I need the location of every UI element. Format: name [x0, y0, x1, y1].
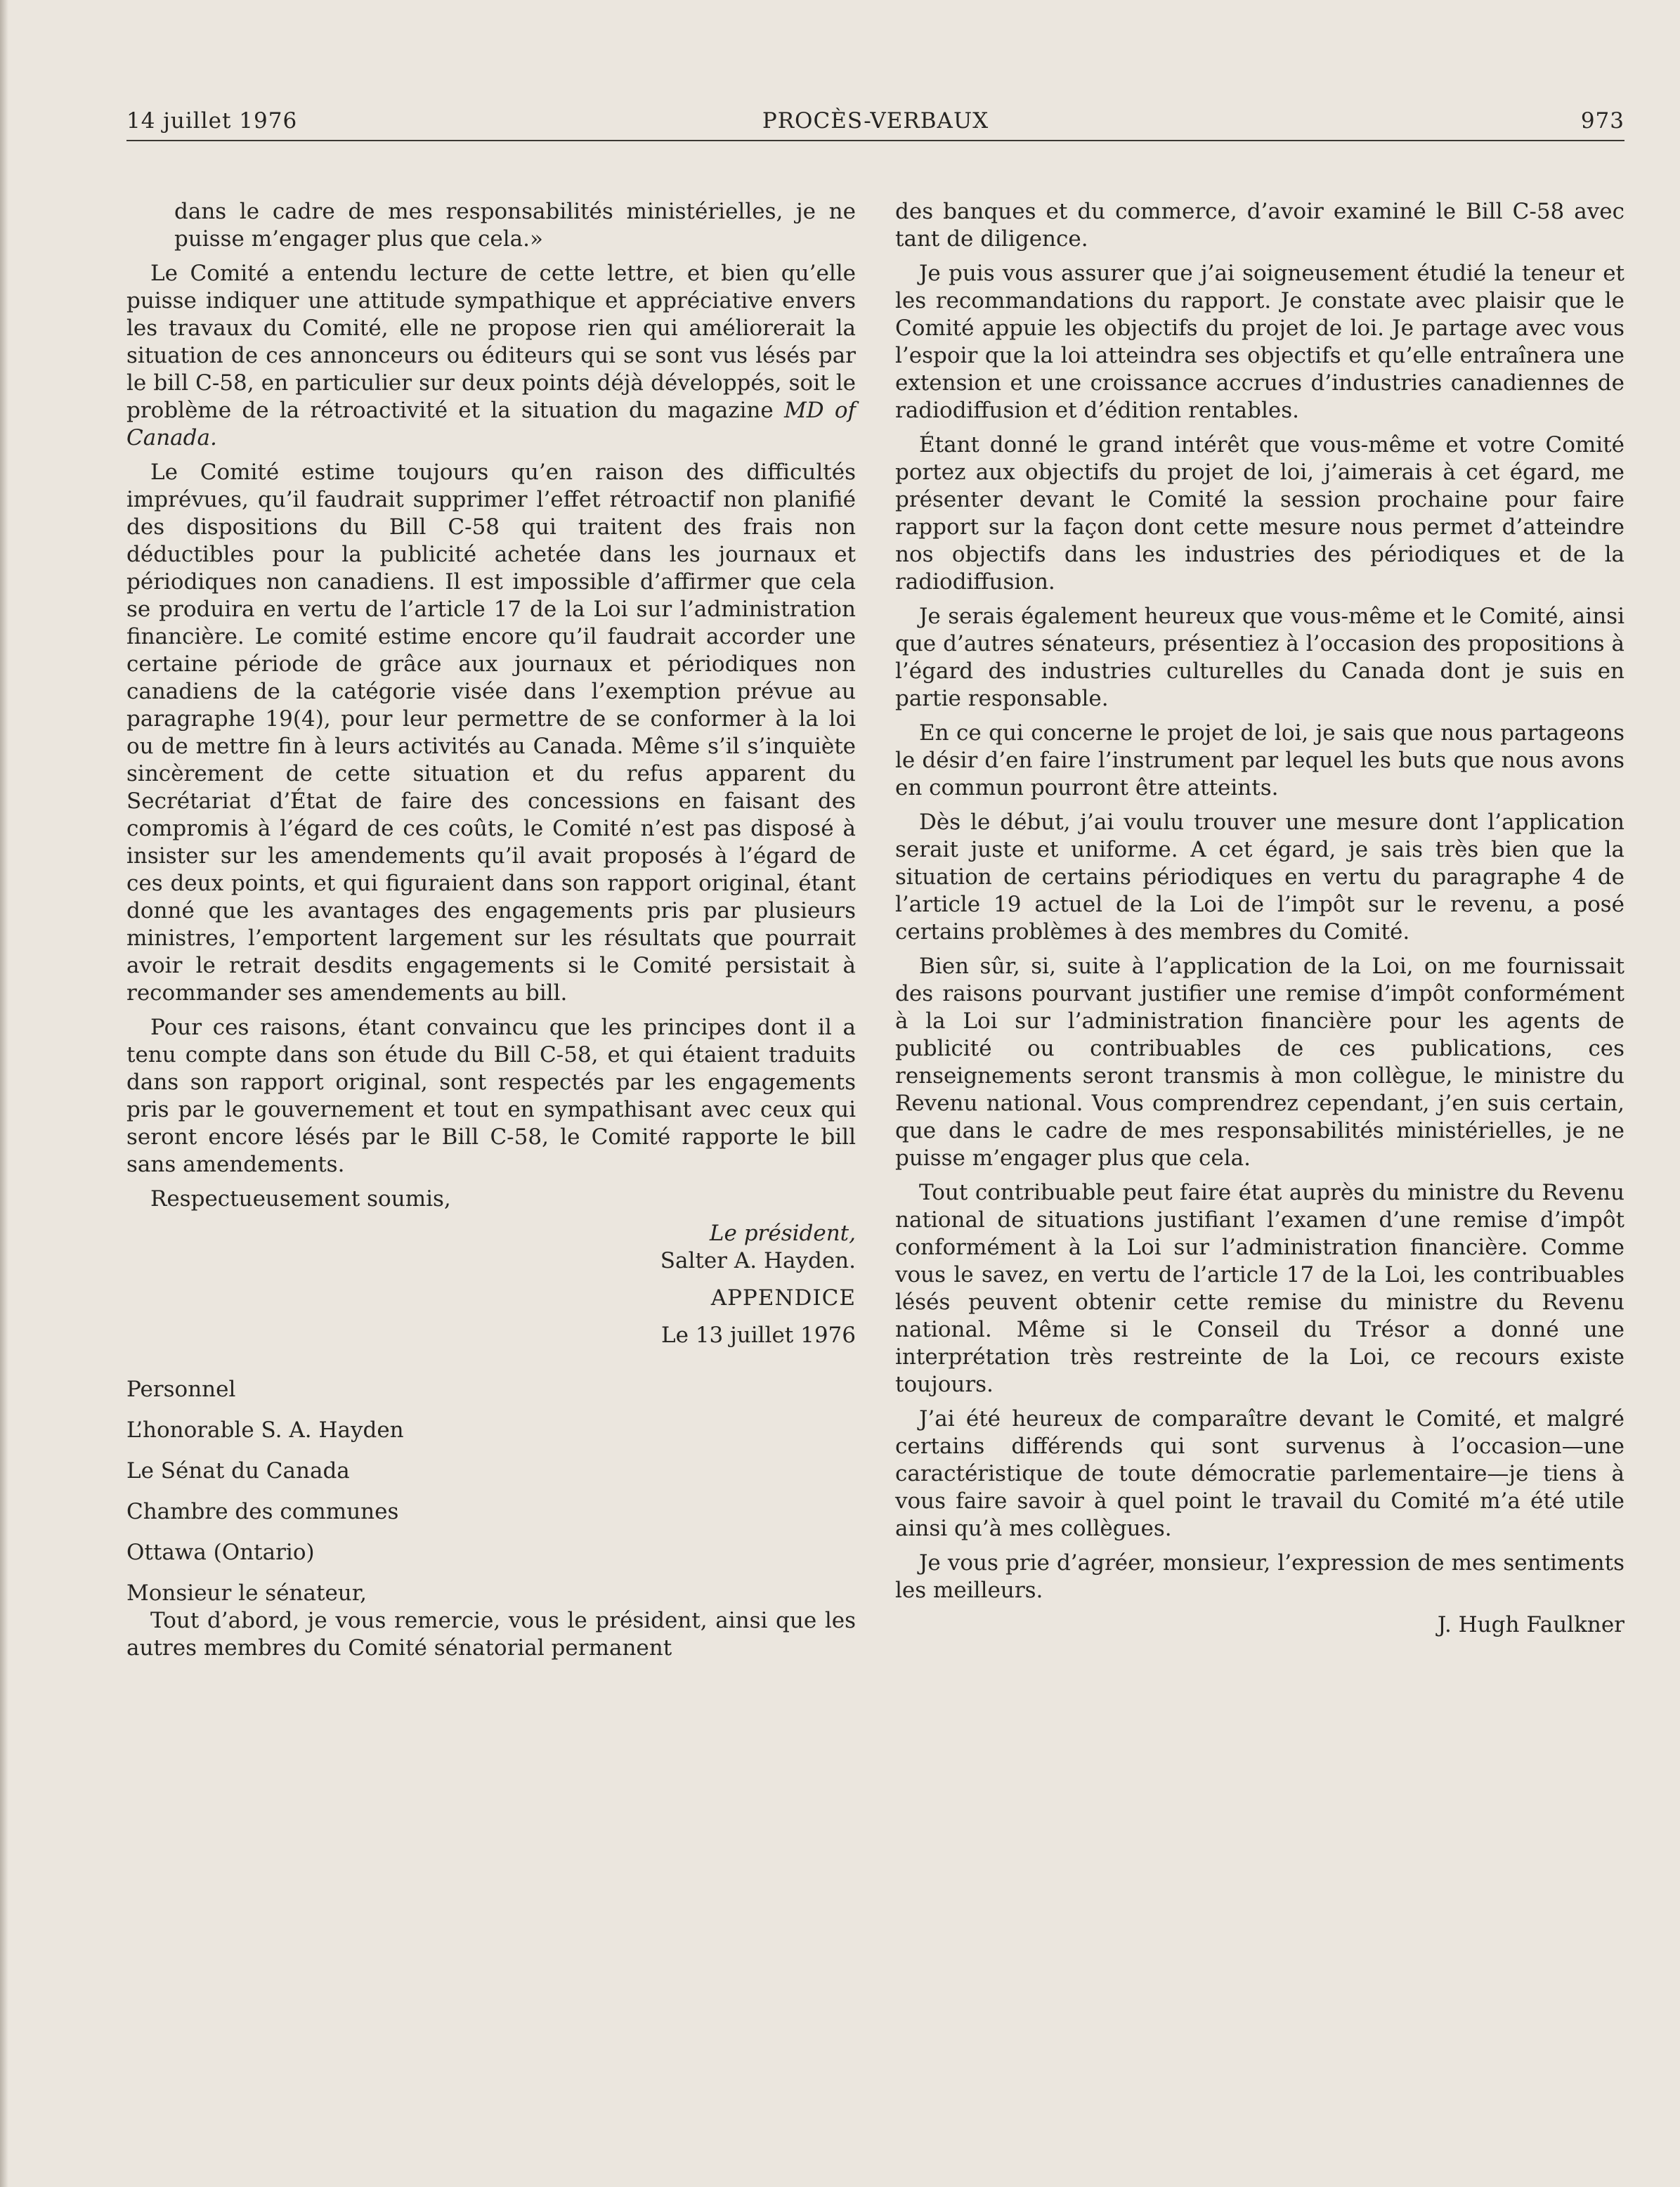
header-rule [126, 140, 1624, 141]
paragraph [126, 260, 856, 452]
address-line: L’honorable S. A. Hayden [126, 1417, 404, 1443]
appendix-date: Le 13 juillet 1976 [661, 1323, 856, 1348]
scan-edge-shadow [0, 0, 8, 2187]
left-column [126, 198, 856, 1669]
right-column [895, 198, 1624, 1646]
paragraph: Je vous prie d’agréer, monsieur, l’expression de mes sentiments les meilleurs. [895, 1550, 1624, 1603]
paragraph: Étant donné le grand intérêt que vous-même et votre Comité portez aux objectifs du projet de loi, j’aimerais à cet égard, me présenter devant le Comité la session prochaine pour faire rapport sur la façon dont cette mesure nous permet d’atteindre nos objectifs dans les industries des périodiques et de la radiodiffusion. [895, 432, 1624, 595]
paragraph: des banques et du commerce, d’avoir examiné le Bill C-58 avec tant de diligence. [895, 199, 1624, 252]
magazine-title: MD of Canada. [126, 398, 856, 450]
address-line: Le Sénat du Canada [126, 1458, 350, 1484]
paragraph: Pour ces raisons, étant convaincu que les principes dont il a tenu compte dans son étude du Bill C-58, et qui étaient traduits dans son rapport original, sont respectés par les engagements pris par le gouvernement et tout en sympathisant avec ceux qui seront encore lésés par le Bill C-58, le Comité rapporte le bill sans amendements. [126, 1015, 856, 1177]
address-line: Chambre des communes [126, 1499, 399, 1524]
page-number: 973 [1580, 108, 1624, 134]
paragraph-text: Le Comité a entendu lecture de cette lettre, et bien qu’elle puisse indiquer une attitude sympathique et appréciative envers les travaux du Comité, elle ne propose rien qui améliorerait la situation de ces annonceurs ou éditeurs qui se sont vus lésés par le bill C-58, en particulier sur deux points déjà développés, soit le problème de la rétroactivité et la situation du magazine [126, 261, 856, 423]
page-header [126, 105, 1624, 142]
paragraph: Je puis vous assurer que j’ai soigneusement étudié la teneur et les recommandations du rapport. Je constate avec plaisir que le Comité appuie les objectifs du projet de loi. Je partage avec vous l’espoir que la loi atteindra ses objectifs et qu’elle entraînera une extension et une croissance accrues d’industries canadiennes de radiodiffusion et d’édition rentables. [895, 261, 1624, 423]
paragraph: dans le cadre de mes responsabilités ministérielles, je ne puisse m’engager plus que cela.» [174, 199, 856, 252]
appendix-heading: APPENDICE [710, 1285, 856, 1311]
address-line: Ottawa (Ontario) [126, 1540, 315, 1565]
header-date: 14 juillet 1976 [126, 108, 298, 134]
paragraph: J’ai été heureux de comparaître devant le Comité, et malgré certains différends qui sont survenus à l’occasion—une caractéristique de toute démocratie parlementaire—je tiens à vous faire savoir à quel point le travail du Comité m’a été utile ainsi qu’à mes collègues. [895, 1406, 1624, 1541]
letter-address [126, 1376, 856, 1607]
header-title: PROCÈS-VERBAUX [762, 108, 989, 134]
paragraph: Dès le début, j’ai voulu trouver une mesure dont l’application serait juste et uniforme. A cet égard, je sais très bien que la situation de certains périodiques en vertu du paragraphe 4 de l’article 19 actuel de la Loi de l’impôt sur le revenu, a posé certains problèmes à des membres du Comité. [895, 810, 1624, 945]
paragraph: Respectueusement soumis, [150, 1186, 451, 1212]
signature-name: Salter A. Hayden. [660, 1248, 856, 1273]
letter-signature: J. Hugh Faulkner [1437, 1612, 1624, 1637]
paragraph: Tout contribuable peut faire état auprès du ministre du Revenu national de situations justifiant l’examen d’une remise d’impôt conformément à la Loi sur l’administration financière. Comme vous le savez, en vertu de l’article 17 de la Loi, les contribuables lésés peuvent obtenir cette remise du ministre du Revenu national. Même si le Conseil du Trésor a donné une interprétation très restreinte de la Loi, ce recours existe toujours. [895, 1180, 1624, 1397]
paragraph: En ce qui concerne le projet de loi, je sais que nous partageons le désir d’en faire l’instrument par lequel les buts que nous avons en commun pourront être atteints. [895, 720, 1624, 800]
report-signature-block [126, 1220, 856, 1349]
paragraph: Le Comité estime toujours qu’en raison des difficultés imprévues, qu’il faudrait supprimer l’effet rétroactif non planifié des dispositions du Bill C-58 qui traitent des frais non déductibles pour la publicité achetée dans les journaux et périodiques non canadiens. Il est impossible d’affirmer que cela se produira en vertu de l’article 17 de la Loi sur l’administration financière. Le comité estime encore qu’il faudrait accorder une certaine période de grâce aux journaux et périodiques non canadiens de la catégorie visée dans l’exemption prévue au paragraphe 19(4), pour leur permettre de se conformer à la loi ou de mettre fin à leurs activités au Canada. Même s’il s’inquiète sincèrement de cette situation et du refus apparent du Secrétariat d’État de faire des concessions en faisant des compromis à l’égard de ces coûts, le Comité n’est pas disposé à insister sur les amendements qu’il avait proposés à l’égard de ces deux points, et qui figuraient dans son rapport original, étant donné que les avantages des engagements pris par plusieurs ministres, l’emportent largement sur les résultats que pourrait avoir le retrait desdits engagements si le Comité persistait à recommander ses amendements au bill. [126, 460, 856, 1006]
paragraph: Je serais également heureux que vous-même et le Comité, ainsi que d’autres sénateurs, présentiez à l’occasion des propositions à l’égard des industries culturelles du Canada dont je suis en partie responsable. [895, 604, 1624, 711]
signature-title: Le président, [709, 1221, 856, 1246]
salutation: Monsieur le sénateur, [126, 1581, 367, 1606]
address-line: Personnel [126, 1377, 236, 1402]
paragraph: Bien sûr, si, suite à l’application de la Loi, on me fournissait des raisons pourvant justifier une remise d’impôt conformément à la Loi sur l’administration financière pour les agents de publicité ou contribuables de ces publications, ces renseignements seront transmis à mon collègue, le ministre du Revenu national. Vous comprendrez cependant, j’en suis certain, que dans le cadre de mes responsabilités ministérielles, je ne puisse m’engager plus que cela. [895, 954, 1624, 1171]
paragraph: Tout d’abord, je vous remercie, vous le président, ainsi que les autres membres du Comité sénatorial permanent [126, 1608, 856, 1661]
